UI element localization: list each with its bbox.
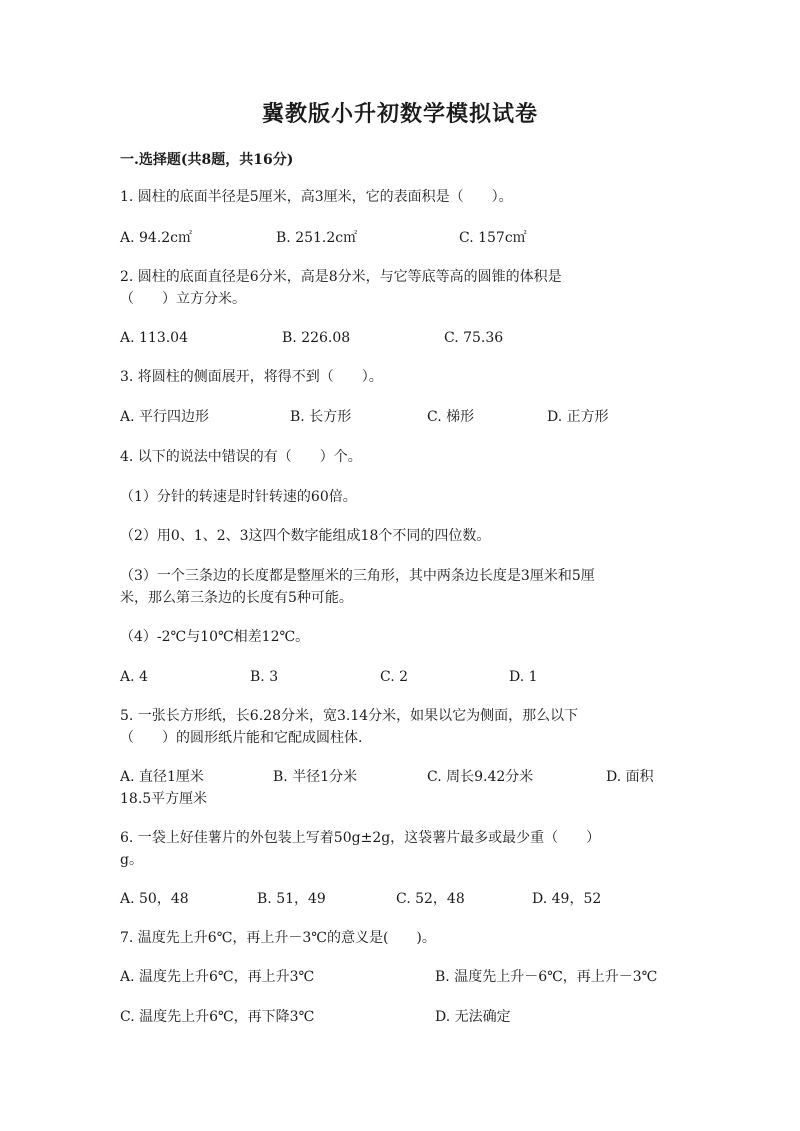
question-6-option-d: D. 49，52 bbox=[532, 891, 602, 907]
question-4-option-d: D. 1 bbox=[509, 669, 538, 685]
question-5-option-c: C. 周长9.42分米 bbox=[427, 769, 534, 785]
question-4-option-c: C. 2 bbox=[380, 669, 409, 685]
question-7-stem: 7. 温度先上升6℃，再上升－3℃的意义是( )。 bbox=[120, 930, 436, 946]
question-2-option-b: B. 226.08 bbox=[282, 330, 351, 346]
question-4-option-a: A. 4 bbox=[120, 669, 148, 685]
question-4-statement-3-line-1: （3）一个三条边的长度都是整厘米的三角形，其中两条边长度是3厘米和5厘 bbox=[120, 568, 595, 584]
question-5-option-d: D. 面积 bbox=[606, 769, 654, 785]
question-6-option-a: A. 50，48 bbox=[120, 891, 189, 907]
question-5-option-d-continued: 18.5平方厘米 bbox=[120, 791, 208, 807]
question-6-option-b: B. 51，49 bbox=[257, 891, 326, 907]
question-5-option-a: A. 直径1厘米 bbox=[120, 769, 204, 785]
question-5-stem-line-2: （ ）的圆形纸片能和它配成圆柱体. bbox=[120, 730, 363, 746]
question-3-option-a: A. 平行四边形 bbox=[120, 409, 210, 425]
question-5-stem-line-1: 5. 一张长方形纸，长6.28分米，宽3.14分米，如果以它为侧面，那么以下 bbox=[120, 708, 579, 724]
question-4-statement-4: （4）-2℃与10℃相差12℃。 bbox=[120, 629, 310, 645]
question-3-option-c: C. 梯形 bbox=[427, 409, 475, 425]
question-6-stem-line-2: g。 bbox=[120, 852, 143, 868]
question-1-option-c: C. 157c㎡ bbox=[459, 230, 527, 246]
question-4-statement-3-line-2: 米，那么第三条边的长度有5种可能。 bbox=[120, 590, 353, 606]
question-7-option-d: D. 无法确定 bbox=[435, 1009, 511, 1025]
question-6-stem-line-1: 6. 一袋上好佳薯片的外包装上写着50g±2g，这袋薯片最多或最少重（ ） bbox=[120, 830, 601, 846]
question-2-option-a: A. 113.04 bbox=[120, 330, 188, 346]
question-3-stem: 3. 将圆柱的侧面展开，将得不到（ ）。 bbox=[120, 369, 383, 385]
question-1-stem: 1. 圆柱的底面半径是5厘米，高3厘米，它的表面积是（ ）。 bbox=[120, 189, 513, 205]
question-4-option-b: B. 3 bbox=[250, 669, 279, 685]
question-5-option-b: B. 半径1分米 bbox=[273, 769, 358, 785]
question-4-statement-1: （1）分针的转速是时针转速的60倍。 bbox=[120, 489, 357, 505]
section-heading: 一.选择题(共8题，共16分) bbox=[120, 152, 294, 168]
question-7-option-c: C. 温度先上升6℃，再下降3℃ bbox=[120, 1009, 315, 1025]
page-title: 冀教版小升初数学模拟试卷 bbox=[261, 101, 538, 127]
question-7-option-b: B. 温度先上升－6℃，再上升－3℃ bbox=[435, 969, 658, 985]
question-2-stem-line-2: （ ）立方分米。 bbox=[120, 291, 246, 307]
question-6-option-c: C. 52，48 bbox=[396, 891, 465, 907]
question-4-stem: 4. 以下的说法中错误的有（ ）个。 bbox=[120, 449, 362, 465]
question-2-stem-line-1: 2. 圆柱的底面直径是6分米，高是8分米，与它等底等高的圆锥的体积是 bbox=[120, 269, 562, 285]
question-2-option-c: C. 75.36 bbox=[444, 330, 504, 346]
question-7-option-a: A. 温度先上升6℃，再上升3℃ bbox=[120, 969, 315, 985]
question-1-option-a: A. 94.2c㎡ bbox=[120, 230, 193, 246]
question-3-option-d: D. 正方形 bbox=[547, 409, 609, 425]
question-3-option-b: B. 长方形 bbox=[290, 409, 352, 425]
question-1-option-b: B. 251.2c㎡ bbox=[276, 230, 358, 246]
question-4-statement-2: （2）用0、1、2、3这四个数字能组成18个不同的四位数。 bbox=[120, 528, 491, 544]
